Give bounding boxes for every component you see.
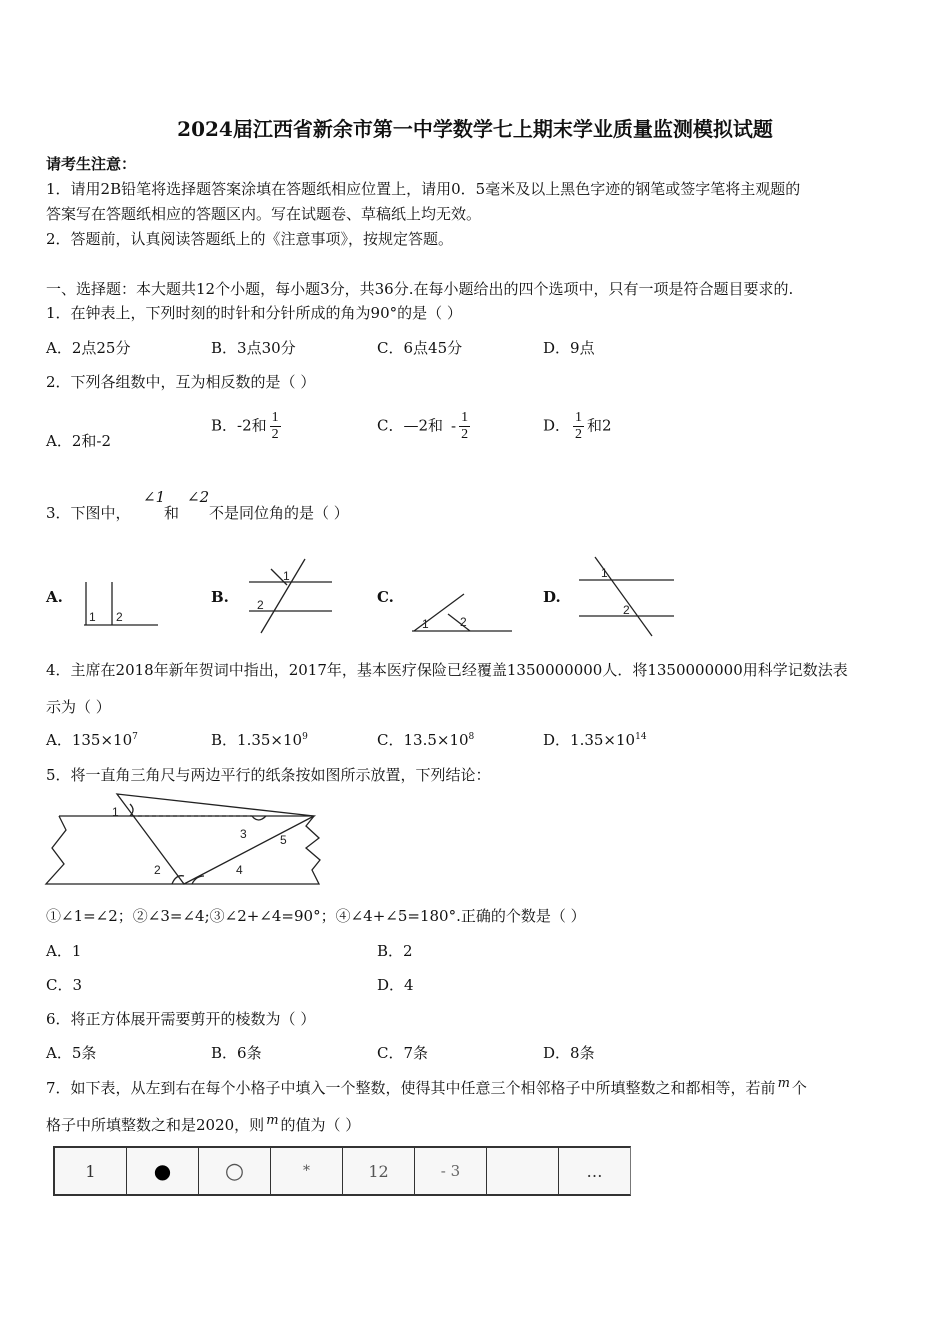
q3-a-label-2: 2 — [116, 610, 123, 624]
q5-label-3: 3 — [240, 827, 247, 841]
q3-option-d: D. — [543, 588, 561, 606]
q2-option-b — [211, 410, 284, 443]
q7-stem-1-suffix: 个 — [791, 1079, 807, 1097]
q3-stem-prefix: 3．下图中， — [46, 504, 131, 522]
q3-a-label-1: 1 — [89, 610, 96, 624]
q7-cell-6: - 3 — [415, 1148, 487, 1194]
q4-a-prefix: A． — [46, 731, 72, 749]
q2-c-numerator: 1 — [461, 410, 469, 425]
q4-a-exponent: 7 — [132, 732, 138, 742]
q2-d-suffix: 和2 — [587, 416, 612, 435]
q4-a-base: 135×10 — [71, 731, 133, 749]
q2-b-denominator: 2 — [271, 427, 279, 442]
q5-conclusions: ①∠1=∠2；②∠3=∠4;③∠2+∠4=90°；④∠4+∠5=180°.正确的个数是（ ） — [46, 907, 586, 925]
q3-option-c: C. — [377, 588, 394, 606]
q2-d-prefix: D． — [543, 416, 571, 435]
q3-option-b: B. — [211, 588, 229, 606]
q1-option-d: D．9点 — [543, 339, 595, 357]
q2-b-prefix: B．-2和 — [211, 416, 267, 435]
q3-figure-b — [245, 555, 340, 640]
q3-and: 和 — [164, 504, 180, 522]
q2-c-sign: - — [451, 416, 457, 435]
q3-d-label-1: 1 — [601, 566, 608, 580]
q3-angle-2: ∠2 — [187, 488, 210, 506]
q1-option-b: B．3点30分 — [211, 339, 296, 357]
notice-line-3: 2．答题前，认真阅读答题纸上的《注意事项》，按规定答题。 — [46, 230, 454, 248]
q2-stem: 2．下列各组数中，互为相反数的是（ ） — [46, 373, 316, 391]
q4-option-c — [377, 729, 474, 750]
q2-d-numerator: 1 — [575, 410, 583, 425]
q4-d-exponent: 14 — [635, 732, 647, 742]
q7-number-strip — [53, 1146, 631, 1196]
q3-angle-1: ∠1 — [143, 488, 166, 506]
q5-option-a: A．1 — [46, 942, 82, 960]
q5-stem: 5．将一直角三角尺与两边平行的纸条按如图所示放置，下列结论： — [46, 766, 491, 784]
q7-cell-3: ○ — [199, 1148, 271, 1194]
q3-b-label-2: 2 — [257, 598, 264, 612]
q4-b-base: 1.35×10 — [237, 731, 303, 749]
q7-stem-1-text: 7．如下表，从左到右在每个小格子中填入一个整数，使得其中任意三个相邻格子中所填整数之和都相等，若前 — [46, 1079, 776, 1097]
q6-stem: 6．将正方体展开需要剪开的棱数为（ ） — [46, 1010, 316, 1028]
notice-heading: 请考生注意： — [46, 155, 137, 173]
section-heading: 一、选择题：本大题共12个小题，每小题3分，共36分.在每小题给出的四个选项中，只有一项是符合题目要求的. — [46, 280, 794, 298]
q1-option-a: A．2点25分 — [46, 339, 131, 357]
q1-stem: 1．在钟表上，下列时刻的时针和分针所成的角为90°的是（ ） — [46, 304, 462, 322]
q4-option-a — [46, 729, 138, 750]
q7-stem-line-2 — [46, 1114, 360, 1135]
q4-d-prefix: D． — [543, 731, 571, 749]
q7-stem-2-text: 格子中所填整数之和是2020，则 — [46, 1116, 265, 1134]
q5-option-d: D．4 — [377, 976, 414, 994]
q3-stem-suffix: 不是同位角的是（ ） — [209, 504, 349, 522]
q7-stem-2-suffix: 的值为（ ） — [280, 1116, 361, 1134]
q7-variable-m-2: m — [266, 1113, 279, 1128]
q2-c-prefix: C．—2和 — [377, 416, 444, 435]
q2-option-a: A．2和-2 — [46, 432, 111, 450]
page-title: 2024届江西省新余市第一中学数学七上期末学业质量监测模拟试题 — [177, 117, 773, 141]
q7-cell-7 — [487, 1148, 559, 1194]
q6-option-d: D．8条 — [543, 1044, 595, 1062]
q7-cell-5: 12 — [343, 1148, 415, 1194]
q3-figure-d — [575, 553, 680, 638]
q7-variable-m: m — [777, 1076, 790, 1091]
q4-d-base: 1.35×10 — [570, 731, 636, 749]
q4-option-d — [543, 729, 647, 750]
q3-c-label-1: 1 — [422, 617, 429, 631]
q5-option-b: B．2 — [377, 942, 413, 960]
q3-option-a: A. — [46, 588, 63, 606]
notice-line-2: 答案写在答题纸相应的答题区内。写在试题卷、草稿纸上均无效。 — [46, 205, 482, 223]
q7-cell-1: 1 — [55, 1148, 127, 1194]
q4-b-prefix: B． — [211, 731, 238, 749]
q5-label-5: 5 — [280, 833, 287, 847]
q2-b-fraction — [270, 410, 281, 443]
q6-option-c: C．7条 — [377, 1044, 429, 1062]
q5-label-1: 1 — [112, 805, 119, 819]
q3-figure-a — [80, 578, 165, 633]
q2-d-fraction — [573, 410, 584, 443]
notice-line-1: 1．请用2B铅笔将选择题答案涂填在答题纸相应位置上，请用0．5毫米及以上黑色字迹的钢笔或签字笔将主观题的 — [46, 180, 801, 198]
q5-label-2: 2 — [154, 863, 161, 877]
q6-option-a: A．5条 — [46, 1044, 97, 1062]
q4-stem-line-1: 4．主席在2018年新年贺词中指出，2017年，基本医疗保险已经覆盖1350000000人．将1350000000用科学记数法表 — [46, 661, 848, 679]
q5-label-4: 4 — [236, 863, 243, 877]
q3-figure-c — [408, 590, 518, 635]
q3-d-label-2: 2 — [623, 603, 630, 617]
q7-cell-4: * — [271, 1148, 343, 1194]
q2-option-c — [377, 410, 473, 443]
q7-cell-2: ● — [127, 1148, 199, 1194]
q3-b-label-1: 1 — [283, 569, 290, 583]
q2-option-d — [543, 410, 612, 443]
q2-d-denominator: 2 — [575, 427, 583, 442]
q4-stem-line-2: 示为（ ） — [46, 698, 111, 716]
q4-b-exponent: 9 — [302, 732, 308, 742]
q5-option-c: C．3 — [46, 976, 83, 994]
q2-c-fraction — [459, 410, 470, 443]
q6-option-b: B．6条 — [211, 1044, 262, 1062]
q5-figure — [44, 790, 329, 890]
q4-c-base: 13.5×10 — [403, 731, 469, 749]
q7-cell-8: … — [586, 1161, 603, 1181]
q4-c-prefix: C． — [377, 731, 404, 749]
q3-c-label-2: 2 — [460, 615, 467, 629]
q7-stem-line-1 — [46, 1077, 807, 1098]
q4-option-b — [211, 729, 308, 750]
q2-c-denominator: 2 — [461, 427, 469, 442]
q1-option-c: C．6点45分 — [377, 339, 463, 357]
q4-c-exponent: 8 — [468, 732, 475, 742]
q2-b-numerator: 1 — [271, 410, 279, 425]
